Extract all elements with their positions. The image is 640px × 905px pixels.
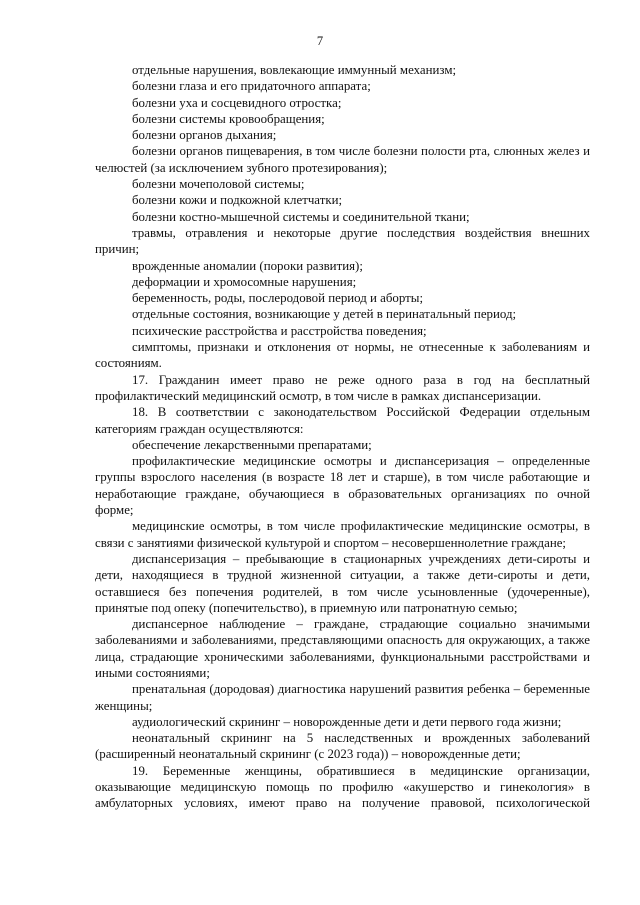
paragraph: аудиологический скрининг – новорожденные дети и дети первого года жизни;: [132, 714, 562, 729]
paragraph: 17. Гражданин имеет право не реже одного раза в год на бесплатный профилактический медицинский осмотр, в том числе в рамках диспансеризации.: [95, 372, 590, 403]
paragraph: болезни мочеполовой системы;: [132, 177, 305, 192]
page-number: 7: [316, 34, 324, 48]
paragraph: болезни кожи и подкожной клетчатки;: [132, 193, 343, 208]
paragraph: отдельные нарушения, вовлекающие иммунный механизм;: [132, 63, 457, 77]
paragraph: диспансеризация – пребывающие в стационарных учреждениях дети-сироты и дети, находящиеся в трудной жизненной ситуации, а также дети-сироты и дети, оставшиеся без попечения родителей, в том числе усыновленные (удочеренные), принятые под опеку (попечительство), в приемную или патронатную семью;: [95, 551, 590, 615]
paragraph: травмы, отравления и некоторые другие последствия воздействия внешних причин;: [95, 225, 590, 257]
paragraph: медицинские осмотры, в том числе профилактические медицинские осмотры, в связи с занятиями физической культурой и спортом – несовершеннолетние граждане;: [95, 519, 590, 550]
paragraph: пренатальная (дородовая) диагностика нарушений развития ребенка – беременные женщины;: [95, 682, 590, 713]
paragraph: профилактические медицинские осмотры и диспансеризация – определенные группы взрослого населения (в возрасте 18 лет и старше), в том числе работающие и неработающие граждане, обучающиеся в образовательных организациях по очной форме;: [95, 454, 590, 518]
paragraph: 18. В соответствии с законодательством Российской Федерации отдельным категориям граждан осуществляются:: [95, 405, 590, 436]
paragraph: болезни глаза и его придаточного аппарата;: [132, 79, 371, 94]
paragraph: 19. Беременные женщины, обратившиеся в медицинские организации, оказывающие медицинскую помощь по профилю «акушерство и гинекология» в амбулаторных условиях, имеют право на получение правовой, психологической: [95, 763, 590, 811]
paragraph: симптомы, признаки и отклонения от нормы, не отнесенные к заболеваниям и состояниям.: [95, 340, 590, 371]
document-body: [95, 62, 590, 812]
paragraph: врожденные аномалии (пороки развития);: [132, 258, 363, 273]
paragraph: деформации и хромосомные нарушения;: [132, 274, 357, 289]
paragraph: диспансерное наблюдение – граждане, страдающие социально значимыми заболеваниями и заболеваниями, представляющими опасность для окружающих, а также лица, страдающие хроническими заболеваниями, функциональными расстройствами и иными состояниями;: [95, 617, 590, 680]
paragraph: психические расстройства и расстройства поведения;: [132, 323, 427, 338]
paragraph: неонатальный скрининг на 5 наследственных и врожденных заболеваний (расширенный неонатальный скрининг (с 2023 года)) – новорожденные дети;: [95, 731, 590, 762]
paragraph: обеспечение лекарственными препаратами;: [132, 437, 372, 452]
paragraph: болезни костно-мышечной системы и соединительной ткани;: [132, 209, 470, 224]
paragraph: беременность, роды, послеродовой период и аборты;: [132, 291, 424, 306]
paragraph: болезни органов пищеварения, в том числе болезни полости рта, слюнных желез и челюстей (за исключением зубного протезирования);: [95, 144, 590, 175]
paragraph: отдельные состояния, возникающие у детей в перинатальный период;: [132, 307, 517, 322]
paragraph: болезни органов дыхания;: [132, 128, 277, 143]
paragraph: болезни системы кровообращения;: [132, 111, 325, 126]
paragraph: болезни уха и сосцевидного отростка;: [132, 95, 342, 110]
